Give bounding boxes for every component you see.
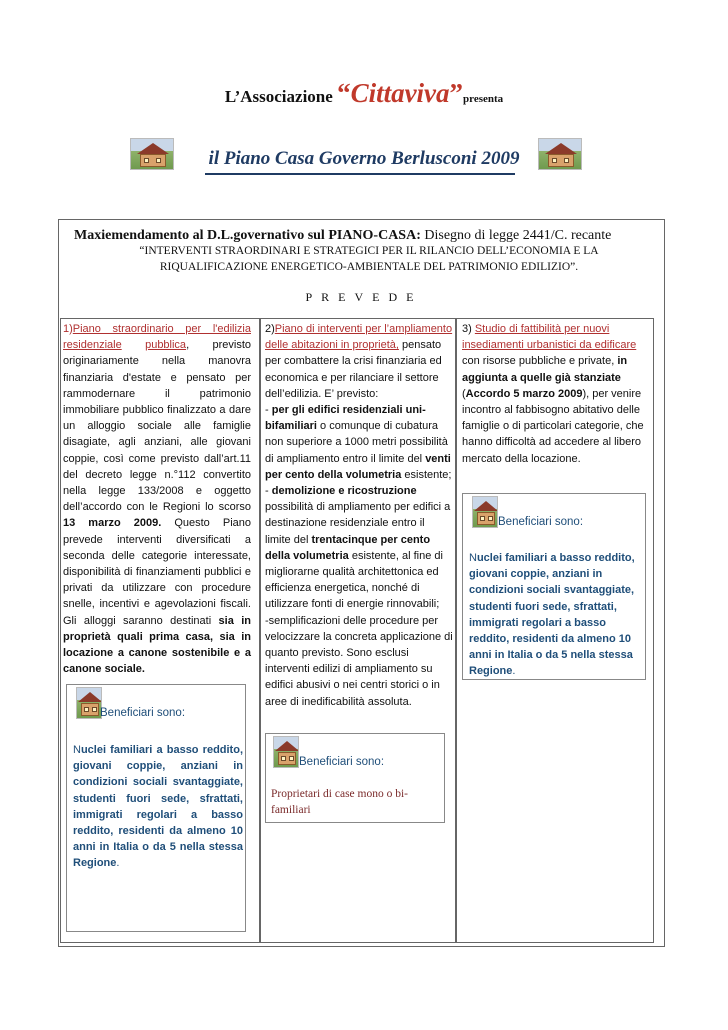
title-close-quote: ” — [449, 78, 464, 108]
intro-lead-rest: Disegno di legge 2441/C. recante — [420, 228, 612, 243]
house-painting-icon — [273, 736, 299, 768]
column-3-beneficiaries-text: Nuclei familiari a basso reddito, giovani coppie, anziani in condizioni sociali svantaggiate, studenti fuori sede, sfrattati, immigrati regolari a basso reddito, residenti da almeno 10 anni in Italia o da 5 nella stessa Regione. — [469, 552, 635, 678]
intro-heading — [74, 228, 664, 244]
column-1-heading: Piano straordinario per l'edilizia residenziale — [63, 323, 251, 352]
column-1-beneficiaries-text: Nuclei familiari a basso reddito, giovani coppie, anziani in condizioni sociali svantaggiate, studenti fuori sede, sfrattati, immigrati regolari a basso reddito, residenti da almeno 10 anni in Italia o da 5 nella stessa Regione. — [73, 744, 243, 870]
column-2-text: 2)Piano di interventi per l’ampliamento delle abitazioni in proprietà, pensato per combattere la crisi finanziaria ed economica e per rilanciare il settore dell’edilizia. E’ previsto: - per gli edifici residenziali uni-bifamiliari o comunque di cubatura non superiore a 1000 metri possibilità di ampliamento entro il limite del venti per cento della volumetria esistente; - demolizione e ricostruzione possibilità di ampliamento per edifici a destinazione residenziale entro il limite del trentacinque per cento della volumetria esistente, al fine di migliorarne qualità architettonica ed efficienza energetica, nonché di utilizzare fonti di energie rinnovabili; -semplificazioni delle procedure per velocizzare la concreta applicazione di quanto previsto. Sono esclusi interventi edilizi di ampliamento su edifici abusivi o nei centri storici o in aree di inedificabilità assoluta. — [265, 323, 453, 708]
column-1-number: 1) — [63, 323, 73, 335]
intro-caps-line-2: RIQUALIFICAZIONE ENERGETICO-AMBIENTALE DEL PATRIMONIO EDILIZIO”. — [159, 261, 579, 273]
column-1-date: 13 marzo 2009. — [63, 517, 162, 530]
title-open-quote: “ — [337, 78, 351, 108]
column-2-beneficiaries-text: Proprietari di case mono o bi-familiari — [271, 788, 409, 817]
title-trail: presenta — [463, 93, 504, 105]
intro-lead-bold: Maxiemendamento al D.L.governativo sul PIANO-CASA: — [74, 228, 421, 243]
column-1-body: Questo Piano prevede interventi diversificati a seconda delle categorie interessate, disponibilità di finanziamenti pubblici e privati da utilizzare con procedure snelle, incentivi e agevolazioni fiscali. Gli alloggi saranno destinati — [63, 517, 251, 627]
subtitle-underline — [205, 173, 515, 175]
house-painting-icon — [76, 687, 102, 719]
column-3-number: 3) — [462, 323, 475, 335]
column-1-intro: , previsto originariamente nella manovra finanziaria d'estate e pensato per rammodernare il patrimonio immobiliare pubblico finalizzato a dare un alloggio sociale alle famiglie disagiate, agli anziani, alle giovani coppie, così come previsto dall’art.11 del decreto legge n.°112 convertito nella legge 133/2008 e oggetto dell’accordo con le Regioni lo scorso — [63, 339, 251, 514]
column-2-paragraph: pensato per combattere la crisi finanziaria ed economica e per rilanciare il settore dell’edilizia. E’ previsto: — [265, 339, 442, 400]
column-2-number: 2) — [265, 323, 275, 335]
prevede-heading: PREVEDE — [305, 290, 423, 304]
column-2-simplifications: -semplificazioni delle procedure per velocizzare la concreta applicazione di quanto previsto. Sono esclusi interventi edilizi di ampliamento su edifici abusivi o nei centri storici o in aree di inedificabilità assoluta. — [265, 614, 453, 708]
column-3-heading: Studio di fattibilità per nuovi insediamenti urbanistici da edificare — [462, 323, 637, 352]
column-1-beneficiaries-label: Beneficiari sono: — [100, 707, 186, 719]
column-1-bold-end: sia in proprietà quali prima casa, sia in locazione a canone sostenibile e a canone sociale. — [63, 614, 251, 676]
column-3-text: 3) Studio di fattibilità per nuovi insediamenti urbanistici da edificare con risorse pubbliche e private, in aggiunta a quelle già stanziate (Accordo 5 marzo 2009), per venire incontro al fabbisogno abitativo delle famiglie o di particolari categorie, che hanno difficoltà ad accedere al libero mercato della locazione. — [462, 323, 644, 465]
organization-name: Cittaviva — [350, 78, 450, 108]
intro-caps-line-1: “INTERVENTI STRAORDINARI E STRATEGICI PER IL RILANCIO DELL’ECONOMIA E LA — [139, 245, 599, 257]
column-3-beneficiaries-label: Beneficiari sono: — [498, 516, 584, 528]
title-lead: L’Associazione — [224, 87, 338, 106]
column-2-heading: Piano di interventi per l’ampliamento delle abitazioni in proprietà, — [265, 323, 453, 352]
document-title — [0, 78, 728, 109]
page-subtitle: il Piano Casa Governo Berlusconi 2009 — [208, 148, 520, 169]
column-1-heading-b: pubblica — [145, 339, 187, 352]
house-painting-icon — [472, 496, 498, 528]
column-2-beneficiaries-label: Beneficiari sono: — [299, 756, 385, 768]
column-1-text — [63, 321, 251, 677]
